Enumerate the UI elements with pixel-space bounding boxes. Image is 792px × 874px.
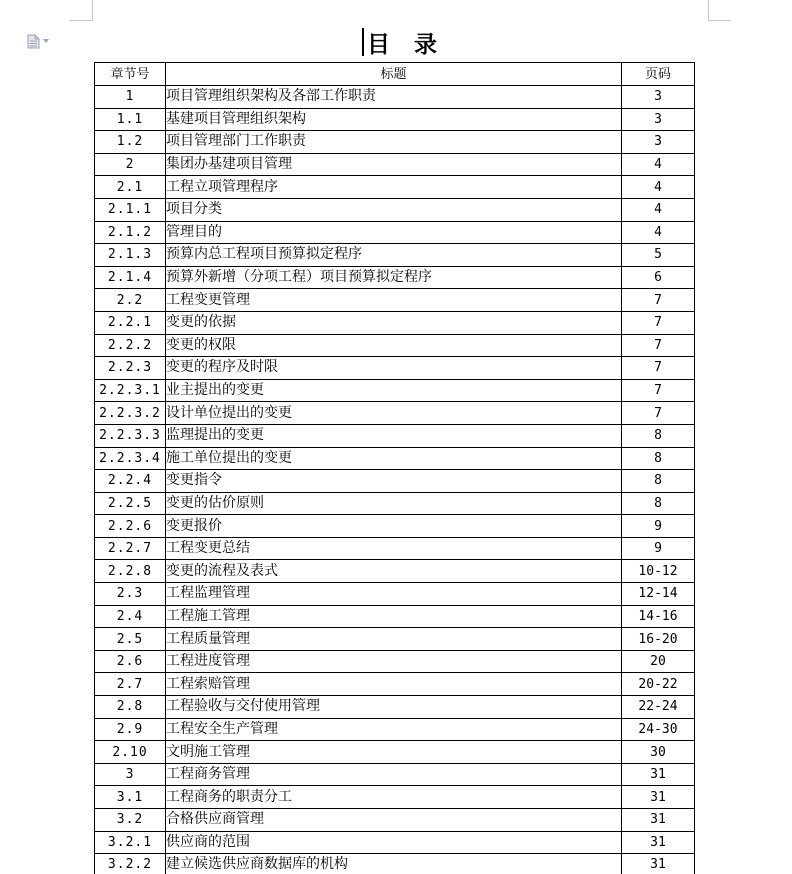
table-row — [95, 289, 695, 312]
page-number-cell: 10-12 — [622, 560, 695, 583]
page-number-cell: 8 — [622, 424, 695, 447]
page-number-cell: 7 — [622, 311, 695, 334]
section-title-cell: 工程施工管理 — [166, 605, 622, 628]
section-title-cell: 项目管理组织架构及各部工作职责 — [166, 86, 622, 109]
text-cursor — [362, 28, 364, 56]
page-number-cell: 8 — [622, 470, 695, 493]
section-number-cell: 3.2 — [95, 809, 166, 832]
table-row — [95, 854, 695, 874]
table-row — [95, 605, 695, 628]
section-number-cell: 2.7 — [95, 673, 166, 696]
page-number-cell: 20-22 — [622, 673, 695, 696]
section-number-cell: 1 — [95, 86, 166, 109]
page-number-cell: 4 — [622, 198, 695, 221]
section-title-cell: 工程质量管理 — [166, 628, 622, 651]
section-number-cell: 2.2.3.2 — [95, 402, 166, 425]
header-title: 标题 — [166, 63, 622, 86]
section-number-cell: 2 — [95, 153, 166, 176]
section-title-cell: 变更的程序及时限 — [166, 357, 622, 380]
section-title-cell: 工程立项管理程序 — [166, 176, 622, 199]
section-title-cell: 预算外新增（分项工程）项目预算拟定程序 — [166, 266, 622, 289]
header-page: 页码 — [622, 63, 695, 86]
section-number-cell: 2.1.4 — [95, 266, 166, 289]
table-row — [95, 244, 695, 267]
section-number-cell: 2.2.2 — [95, 334, 166, 357]
table-row — [95, 673, 695, 696]
page-number-cell: 9 — [622, 537, 695, 560]
section-number-cell: 2.8 — [95, 696, 166, 719]
page-title-text: 目 录 — [367, 31, 439, 58]
page-number-cell: 22-24 — [622, 696, 695, 719]
page-number-cell: 30 — [622, 741, 695, 764]
section-title-cell: 业主提出的变更 — [166, 379, 622, 402]
section-number-cell: 2.2.3.4 — [95, 447, 166, 470]
table-row — [95, 492, 695, 515]
table-row — [95, 153, 695, 176]
section-title-cell: 变更的依据 — [166, 311, 622, 334]
page-number-cell: 5 — [622, 244, 695, 267]
section-title-cell: 变更的估价原则 — [166, 492, 622, 515]
section-title-cell: 工程商务的职责分工 — [166, 786, 622, 809]
page-number-cell: 3 — [622, 131, 695, 154]
section-number-cell: 3 — [95, 763, 166, 786]
section-title-cell: 供应商的范围 — [166, 831, 622, 854]
section-number-cell: 2.2.6 — [95, 515, 166, 538]
section-title-cell: 工程变更总结 — [166, 537, 622, 560]
section-number-cell: 2.1.3 — [95, 244, 166, 267]
page-title — [362, 24, 438, 60]
table-row — [95, 537, 695, 560]
table-row — [95, 86, 695, 109]
section-title-cell: 集团办基建项目管理 — [166, 153, 622, 176]
table-row — [95, 470, 695, 493]
page-number-cell: 3 — [622, 108, 695, 131]
section-title-cell: 工程验收与交付使用管理 — [166, 696, 622, 719]
table-row — [95, 786, 695, 809]
table-row — [95, 131, 695, 154]
table-row — [95, 447, 695, 470]
table-row — [95, 718, 695, 741]
section-number-cell: 2.2.7 — [95, 537, 166, 560]
table-row — [95, 266, 695, 289]
table-row — [95, 176, 695, 199]
page-number-cell: 6 — [622, 266, 695, 289]
page-number-cell: 31 — [622, 831, 695, 854]
section-title-cell: 工程索赔管理 — [166, 673, 622, 696]
section-title-cell: 工程商务管理 — [166, 763, 622, 786]
page-number-cell: 3 — [622, 86, 695, 109]
table-row — [95, 108, 695, 131]
page-number-cell: 20 — [622, 650, 695, 673]
chevron-down-icon — [43, 39, 49, 43]
page-number-cell: 31 — [622, 809, 695, 832]
page-number-cell: 7 — [622, 334, 695, 357]
table-row — [95, 221, 695, 244]
table-row — [95, 379, 695, 402]
page-number-cell: 9 — [622, 515, 695, 538]
section-title-cell: 工程监理管理 — [166, 583, 622, 606]
table-row — [95, 424, 695, 447]
section-number-cell: 2.4 — [95, 605, 166, 628]
section-title-cell: 管理目的 — [166, 221, 622, 244]
toc-header-row — [95, 63, 695, 86]
section-title-cell: 工程安全生产管理 — [166, 718, 622, 741]
section-number-cell: 2.3 — [95, 583, 166, 606]
section-number-cell: 2.2.8 — [95, 560, 166, 583]
table-row — [95, 650, 695, 673]
crop-mark-top-left — [70, 0, 93, 21]
section-title-cell: 项目分类 — [166, 198, 622, 221]
page-number-cell: 31 — [622, 854, 695, 874]
section-title-cell: 施工单位提出的变更 — [166, 447, 622, 470]
section-title-cell: 预算内总工程项目预算拟定程序 — [166, 244, 622, 267]
section-number-cell: 2.1 — [95, 176, 166, 199]
table-row — [95, 583, 695, 606]
table-row — [95, 763, 695, 786]
section-number-cell: 2.5 — [95, 628, 166, 651]
table-row — [95, 809, 695, 832]
document-menu-button[interactable] — [27, 33, 53, 49]
section-number-cell: 2.2.3 — [95, 357, 166, 380]
header-section: 章节号 — [95, 63, 166, 86]
document-icon — [27, 34, 40, 49]
section-number-cell: 2.2.3.3 — [95, 424, 166, 447]
section-number-cell: 2.9 — [95, 718, 166, 741]
section-title-cell: 变更的流程及表式 — [166, 560, 622, 583]
table-row — [95, 696, 695, 719]
page-number-cell: 14-16 — [622, 605, 695, 628]
page-number-cell: 7 — [622, 402, 695, 425]
page-number-cell: 7 — [622, 379, 695, 402]
section-number-cell: 3.2.1 — [95, 831, 166, 854]
section-title-cell: 工程进度管理 — [166, 650, 622, 673]
page-number-cell: 7 — [622, 289, 695, 312]
section-number-cell: 2.1.2 — [95, 221, 166, 244]
table-row — [95, 741, 695, 764]
section-title-cell: 监理提出的变更 — [166, 424, 622, 447]
section-number-cell: 2.6 — [95, 650, 166, 673]
section-number-cell: 3.2.2 — [95, 854, 166, 874]
section-title-cell: 基建项目管理组织架构 — [166, 108, 622, 131]
section-number-cell: 3.1 — [95, 786, 166, 809]
page-number-cell: 4 — [622, 221, 695, 244]
table-row — [95, 560, 695, 583]
page-number-cell: 8 — [622, 447, 695, 470]
section-title-cell: 文明施工管理 — [166, 741, 622, 764]
page-number-cell: 24-30 — [622, 718, 695, 741]
section-title-cell: 建立候选供应商数据库的机构 — [166, 854, 622, 874]
section-number-cell: 2.1.1 — [95, 198, 166, 221]
toc-table — [94, 62, 695, 874]
section-title-cell: 合格供应商管理 — [166, 809, 622, 832]
crop-mark-top-right — [708, 0, 731, 21]
section-title-cell: 变更报价 — [166, 515, 622, 538]
page-number-cell: 4 — [622, 153, 695, 176]
section-number-cell: 2.2.3.1 — [95, 379, 166, 402]
page-number-cell: 31 — [622, 786, 695, 809]
page-number-cell: 16-20 — [622, 628, 695, 651]
section-title-cell: 项目管理部门工作职责 — [166, 131, 622, 154]
table-row — [95, 198, 695, 221]
section-title-cell: 工程变更管理 — [166, 289, 622, 312]
section-number-cell: 2.2.5 — [95, 492, 166, 515]
table-row — [95, 628, 695, 651]
section-title-cell: 变更的权限 — [166, 334, 622, 357]
section-title-cell: 设计单位提出的变更 — [166, 402, 622, 425]
section-number-cell: 1.1 — [95, 108, 166, 131]
page-number-cell: 31 — [622, 763, 695, 786]
section-title-cell: 变更指令 — [166, 470, 622, 493]
table-row — [95, 357, 695, 380]
section-number-cell: 1.2 — [95, 131, 166, 154]
page-number-cell: 12-14 — [622, 583, 695, 606]
section-number-cell: 2.10 — [95, 741, 166, 764]
table-row — [95, 831, 695, 854]
table-row — [95, 334, 695, 357]
toc-body — [95, 86, 695, 874]
page-number-cell: 4 — [622, 176, 695, 199]
page-number-cell: 7 — [622, 357, 695, 380]
table-row — [95, 515, 695, 538]
section-number-cell: 2.2 — [95, 289, 166, 312]
section-number-cell: 2.2.4 — [95, 470, 166, 493]
section-number-cell: 2.2.1 — [95, 311, 166, 334]
page-number-cell: 8 — [622, 492, 695, 515]
table-row — [95, 402, 695, 425]
table-row — [95, 311, 695, 334]
